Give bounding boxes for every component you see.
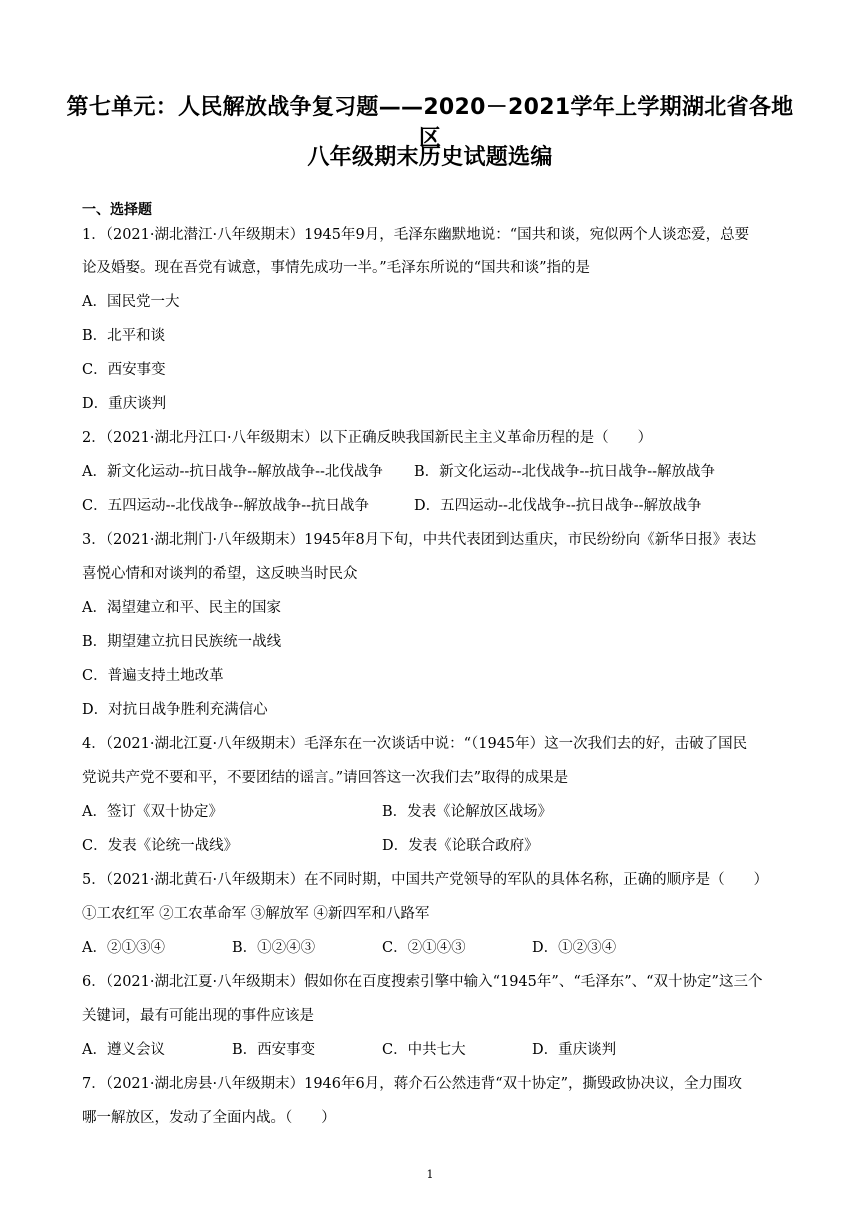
- section-heading: 一、选择题: [82, 202, 152, 218]
- question-4-option-c: C．发表《论统一战线》: [82, 838, 239, 854]
- question-3-option-b: B．期望建立抗日民族统一战线: [82, 634, 282, 650]
- document-title-line-1: 第七单元：人民解放战争复习题——2020－2021学年上学期湖北省各地区: [66, 95, 794, 151]
- question-1-option-a: A．国民党一大: [82, 294, 180, 310]
- question-6-option-b: B．西安事变: [232, 1042, 316, 1058]
- question-5-option-a: A．②①③④: [82, 940, 165, 956]
- question-5-option-d: D．①②③④: [532, 940, 617, 956]
- question-4-option-a: A．签订《双十协定》: [82, 804, 223, 820]
- question-3-stem: 3．（2021·湖北荆门·八年级期末）1945年8月下旬，中共代表团到达重庆，市民纷纷向《新华日报》表达: [82, 532, 757, 548]
- question-1-option-b: B．北平和谈: [82, 328, 166, 344]
- question-2-stem: 2．（2021·湖北丹江口·八年级期末）以下正确反映我国新民主主义革命历程的是（ ）: [82, 430, 653, 446]
- question-6-option-a: A．遵义会议: [82, 1042, 165, 1058]
- question-3-option-d: D．对抗日战争胜利充满信心: [82, 702, 268, 718]
- question-1-option-d: D．重庆谈判: [82, 396, 167, 412]
- question-1-stem-cont: 论及婚娶。现在吾党有诚意，事情先成功一半。”毛泽东所说的“国共和谈”指的是: [82, 260, 590, 276]
- question-4-stem: 4．（2021·湖北江夏·八年级期末）毛泽东在一次谈话中说：“（1945年）这一次我们去的好，击破了国民: [82, 736, 748, 752]
- question-6-stem: 6．（2021·湖北江夏·八年级期末）假如你在百度搜索引擎中输入“1945年”、“毛泽东”、“双十协定”这三个: [82, 974, 763, 990]
- document-title-line-2: 八年级期末历史试题选编: [307, 145, 553, 170]
- question-7-stem-cont: 哪一解放区，发动了全面内战。（ ）: [82, 1110, 336, 1126]
- question-7-stem: 7．（2021·湖北房县·八年级期末）1946年6月，蒋介石公然违背“双十协定”，撕毁政协决议，全力围攻: [82, 1076, 743, 1092]
- question-1-option-c: C．西安事变: [82, 362, 166, 378]
- question-2-option-b: B．新文化运动--北伐战争--抗日战争--解放战争: [414, 464, 716, 480]
- question-3-option-a: A．渴望建立和平、民主的国家: [82, 600, 281, 616]
- question-6-option-c: C．中共七大: [382, 1042, 466, 1058]
- page-number: 1: [426, 1168, 434, 1181]
- question-4-option-d: D．发表《论联合政府》: [382, 838, 539, 854]
- question-2-option-d: D．五四运动--北伐战争--抗日战争--解放战争: [414, 498, 702, 514]
- question-4-option-b: B．发表《论解放区战场》: [382, 804, 553, 820]
- question-5-option-b: B．①②④③: [232, 940, 316, 956]
- question-6-stem-cont: 关键词，最有可能出现的事件应该是: [82, 1008, 314, 1024]
- question-2-option-c: C．五四运动--北伐战争--解放战争--抗日战争: [82, 498, 369, 514]
- question-1-stem: 1．（2021·湖北潜江·八年级期末）1945年9月，毛泽东幽默地说：“国共和谈，宛似两个人谈恋爱，总要: [82, 227, 750, 243]
- question-4-stem-cont: 党说共产党不要和平，不要团结的谣言。”请回答这一次我们去”取得的成果是: [82, 770, 569, 786]
- question-5-stem: 5．（2021·湖北黄石·八年级期末）在不同时期，中国共产党领导的军队的具体名称，正确的顺序是（ ）: [82, 872, 769, 888]
- question-5-option-c: C．②①④③: [382, 940, 466, 956]
- question-5-items: ①工农红军 ②工农革命军 ③解放军 ④新四军和八路军: [82, 906, 430, 922]
- question-3-option-c: C．普遍支持土地改革: [82, 668, 224, 684]
- question-3-stem-cont: 喜悦心情和对谈判的希望，这反映当时民众: [82, 566, 358, 582]
- question-6-option-d: D．重庆谈判: [532, 1042, 617, 1058]
- question-2-option-a: A．新文化运动--抗日战争--解放战争--北伐战争: [82, 464, 383, 480]
